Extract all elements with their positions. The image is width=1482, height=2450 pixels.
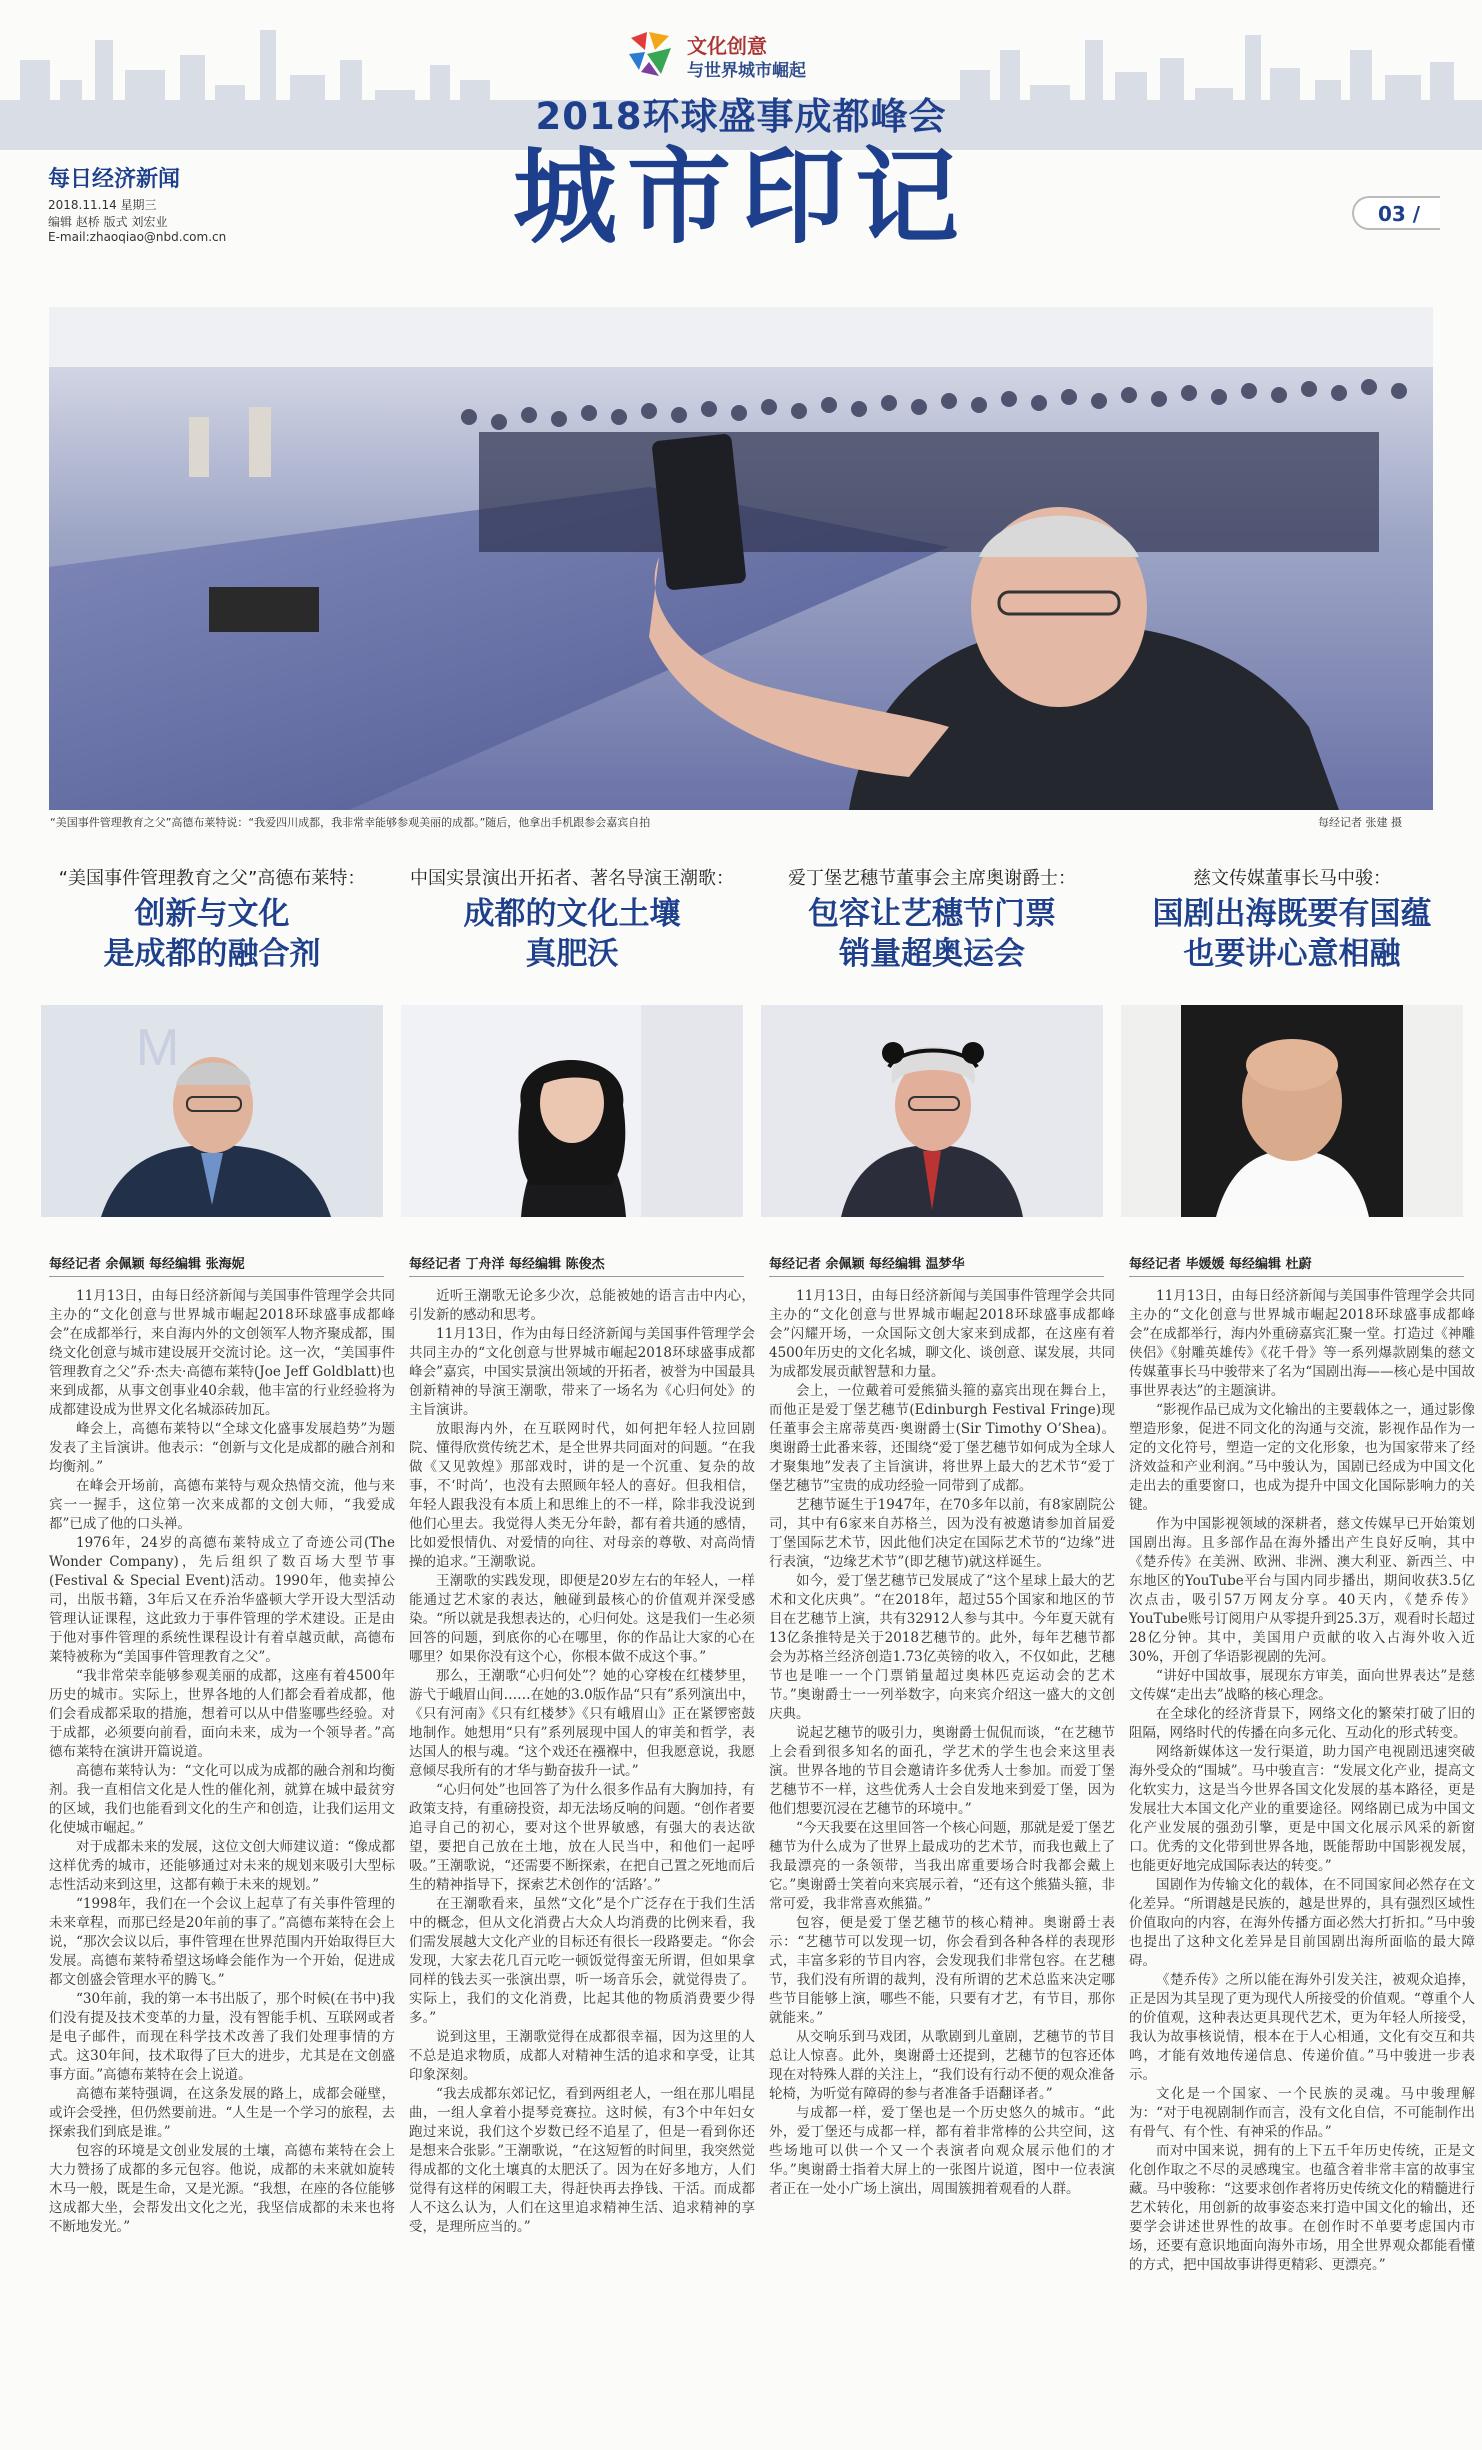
article-2-kicker: 中国实景演出开拓者、著名导演王潮歌： — [410, 868, 734, 889]
paragraph: 1976年，24岁的高德布莱特成立了奇迹公司(The Wonder Company)，先后组织了数百场大型节事(Festival & Special Event)活动。1990年，他卖掉公司，出版书籍，3年后又在乔治华盛顿大学开设大型活动管理认证课程，这此致力于事件管理的学术建设。正是由于他对事件管理的系统性课程设计有着卓越贡献，高德布莱特被称为“美国事件管理教育之父”。 — [49, 1535, 395, 1665]
paragraph: “我非常荣幸能够参观美丽的成都，这座有着4500年历史的城市。实际上，世界各地的人们都会看着成都，他们会看成都采取的措施，想着可以从中借鉴哪些经验。对于成都，必须要向前看，面向未来，成为一个领导者。”高德布莱特在演讲开篇说道。 — [49, 1668, 395, 1760]
paragraph: 11月13日，作为由每日经济新闻与美国事件管理学会共同主办的“文化创意与世界城市崛起2018环球盛事成都峰会”嘉宾，中国实景演出领域的开拓者，被誉为中国最具创新精神的导演王潮歌，带来了一场名为《心归何处》的主旨演讲。 — [409, 1326, 755, 1418]
article-3-title-line1: 包容让艺穗节门票 — [808, 896, 1056, 932]
divider — [1129, 1276, 1464, 1277]
event-logo — [625, 26, 885, 86]
paragraph: 高德布莱特认为：“文化可以成为成都的融合剂和均衡剂。我一直相信文化是人性的催化剂，就算在城中最贫穷的区域，我们也能看到文化的生产和创造，让我们运用文化使城市崛起。” — [49, 1763, 395, 1836]
article-1-kicker: “美国事件管理教育之父”高德布莱特： — [58, 868, 366, 889]
paragraph: “心归何处”也回答了为什么很多作品有大胸加持，有政策支持，有重磅投资，却无法场反响的问题。“创作者要追寻自己的初心，要对这个世界敏感，有强大的表达欲望，要把自己放在土地，放在人民当中，和他们一起呼吸。”王潮歌说，“还需要不断探索，在把自己置之死地而后生的精神指导下，探索艺术创作的‘活路’。” — [409, 1782, 755, 1893]
article-1-body — [49, 1287, 395, 2387]
paragraph: 在峰会开场前，高德布莱特与观众热情交流，他与来宾一一握手，这位第一次来成都的文创大师，“我爱成都”已成了他的口头禅。 — [49, 1478, 395, 1532]
paragraph: 如今，爱丁堡艺穗节已发展成了“这个星球上最大的艺术和文化庆典”。“在2018年，超过55个国家和地区的节目在艺穗节上演，共有32912人参与其中。今年夏天就有13亿条推特是关于2018艺穗节的。此外，每年艺穗节都会为苏格兰经济创造1.73亿英镑的收入，不仅如此，艺穗节也是唯一一个门票销量超过奥林匹克运动会的艺术节。”奥谢爵士一一列举数字，向来宾介绍这一盛大的文创庆典。 — [769, 1573, 1115, 1722]
paragraph: 而对中国来说，拥有的上下五千年历史传统，正是文化创作取之不尽的灵感瑰宝。也蕴含着非常丰富的故事宝藏。马中骏称：“这要求创作者将历史传统文化的精髓进行艺术转化，用创新的故事姿态来打造中国文化的输出，还要学会讲述世界性的故事。在创作时不单要考虑国内市场，还要有意识地面向海外市场，用全世界观众都能看懂的方式，把中国故事讲得更精彩、更漂亮。” — [1129, 2143, 1475, 2273]
hero-credit: 每经记者 张建 摄 — [1318, 816, 1402, 829]
issue-date: 2018.11.14 星期三 — [48, 198, 157, 212]
paragraph: 包容，便是爱丁堡艺穗节的核心精神。奥谢爵士表示：“艺穗节可以发现一切，你会看到各种各样的表现形式，丰富多彩的节目内容，会发现我们非常包容。在艺穗节，我们没有所谓的裁判，没有所谓的艺术总监来决定哪些节目能够上演，哪些不能，只要有才艺，有节目，那你就能来。” — [769, 1915, 1115, 2026]
paragraph: 作为中国影视领域的深耕者，慈文传媒早已开始策划国剧出海。且多部作品在海外播出产生良好反响，其中《楚乔传》在美洲、欧洲、非洲、澳大利亚、新西兰、中东地区的YouTube平台与国内同步播出，期间收获3.5亿次点击，吸引57万网友分享。40天内，《楚乔传》YouTube账号订阅用户从零提升到25.3万，观看时长超过28亿分钟。其中，美国用户贡献的收入占海外收入近30%，开创了华语影视剧的先河。 — [1129, 1516, 1475, 1665]
headline: 2018环球盛事成都峰会 — [535, 95, 947, 138]
article-2-body — [409, 1287, 755, 2387]
logo-text-line2: 与世界城市崛起 — [687, 61, 806, 81]
article-3-header — [761, 864, 1103, 978]
article-3-body — [769, 1287, 1115, 2387]
divider — [409, 1276, 744, 1277]
paragraph: 说起艺穗节的吸引力，奥谢爵士侃侃而谈，“在艺穗节上会看到很多知名的面孔，学艺术的学生也会来这里表演。世界各地的节目会邀请许多优秀人士参加。而爱丁堡艺穗节不一样，这些优秀人士会自发地来到爱丁堡，因为他们想要沉浸在艺穗节的环境中。” — [769, 1725, 1115, 1817]
paragraph: 《楚乔传》之所以能在海外引发关注，被观众追捧，正是因为其呈现了更为现代人所接受的价值观。“尊重个人的价值观，这种表达更具现代艺术，更为年轻人所接受，我认为故事核说情，根本在于人心相通，文化有交互和共鸣，才能有效地传递信息、传递价值。”马中骏进一步表示。 — [1129, 1972, 1475, 2083]
article-3-kicker: 爱丁堡艺穗节董事会主席奥谢爵士： — [788, 868, 1076, 889]
editor-email: E-mail:zhaoqiao@nbd.com.cn — [48, 230, 227, 244]
article-1-title-line2: 是成都的融合剂 — [103, 936, 321, 972]
article-3-title — [761, 894, 1103, 978]
paragraph: 11月13日，由每日经济新闻与美国事件管理学会共同主办的“文化创意与世界城市崛起2018环球盛事成都峰会”闪耀开场，一众国际文创大家来到成都，在这座有着4500年历史的文化名城，聊文化、谈创意、谋发展，共同为成都发展贡献智慧和力量。 — [769, 1288, 1115, 1380]
article-1-byline: 每经记者 余佩颖 每经编辑 张海妮 — [49, 1257, 245, 1272]
page-title: 城市印记 — [512, 135, 969, 258]
article-4-portrait — [1121, 1005, 1463, 1217]
article-1-portrait — [41, 1005, 383, 1217]
paragraph: 近听王潮歌无论多少次，总能被她的语言击中内心，引发新的感动和思考。 — [409, 1288, 755, 1323]
article-2-title-line1: 成都的文化土壤 — [463, 896, 681, 932]
article-2-byline: 每经记者 丁舟洋 每经编辑 陈俊杰 — [409, 1257, 605, 1272]
article-1-header — [41, 864, 383, 978]
article-3-portrait — [761, 1005, 1103, 1217]
paragraph: “我去成都东郊记忆，看到两组老人，一组在那儿唱昆曲，一组人拿着小提琴竞赛拉。这时候，有3个中年妇女跑过来说，我们这个岁数已经不追星了，但是一看到你还是想来合张影。”王潮歌说，“在这短暂的时间里，我突然觉得成都的文化土壤真的太肥沃了。因为在好多地方，人们觉得有这样的闲暇工夫，得赶快再去挣钱、干活。而成都人不这么认为，人们在这里追求精神生活、追求精神的享受，是理所应当的。” — [409, 2086, 755, 2235]
article-1-title-line1: 创新与文化 — [134, 896, 290, 932]
paragraph: 王潮歌的实践发现，即便是20岁左右的年轻人，一样能通过艺术家的表达，触碰到最核心的价值观并深受感染。“所以就是我想表达的，心归何处。这是我们一生必须回答的问题，到底你的心在哪里，你的作品让大家的心在哪里？如果你没有这个心，你根本做不成这个事。” — [409, 1573, 755, 1665]
paragraph: 与成都一样，爱丁堡也是一个历史悠久的城市。“此外，爱丁堡还与成都一样，都有着非常棒的公共空间，这些场地可以供一个又一个表演者向观众展示他们的才华。”奥谢爵士指着大屏上的一张图片说道，图中一位表演者正在一处小广场上演出，周围簇拥着观看的人群。 — [769, 2105, 1115, 2197]
paragraph: 会上，一位戴着可爱熊猫头箍的嘉宾出现在舞台上，而他正是爱丁堡艺穗节(Edinburgh Festival Fringe)现任董事会主席蒂莫西·奥谢爵士(Sir Timothy O’Shea)。奥谢爵士此番来蓉，还围绕“爱丁堡艺穗节如何成为全球人才聚集地”发表了主旨演讲，将世界上最大的艺术节“爱丁堡艺穗节”宝贵的成功经验一同带到了成都。 — [769, 1383, 1115, 1494]
article-4-kicker: 慈文传媒董事长马中骏： — [1193, 868, 1391, 889]
paragraph: “今天我要在这里回答一个核心问题，那就是爱丁堡艺穗节为什么成为了世界上最成功的艺术节，而我也戴上了我最漂亮的一条领带，当我出席重要场合时我都会戴上它。”奥谢爵士笑着向来宾展示着，“还有这个熊猫头箍，非常可爱，我非常喜欢熊猫。” — [769, 1820, 1115, 1912]
article-3-title-line2: 销量超奥运会 — [839, 936, 1025, 972]
paragraph: 国剧作为传输文化的载体，在不同国家间必然存在文化差异。“所谓越是民族的，越是世界的，具有强烈区域性价值取向的内容，在海外传播方面必然大打折扣。”马中骏也提出了这种文化差异是目前国剧出海所面临的最大障碍。 — [1129, 1877, 1475, 1969]
hero-photo-illustration — [49, 307, 1433, 810]
page-number-badge — [1352, 196, 1440, 230]
article-2-title-line2: 真肥沃 — [525, 936, 619, 972]
article-2-portrait — [401, 1005, 743, 1217]
logo-mark-icon — [625, 28, 677, 80]
paragraph: 网络新媒体这一发行渠道，助力国产电视剧迅速突破海外受众的“围城”。马中骏直言：“发展文化产业，提高文化软实力，这是当今世界各国文化发展的基本路径，更是发展壮大本国文化产业的重要途径。网络剧已成为中国文化产业发展的强劲引擎，更是中国文化展示风采的新窗口。优秀的文化带到世界各地，既能帮助中国影视发展，也能更好地完成国际表达的转变。” — [1129, 1744, 1475, 1874]
paragraph: “1998年，我们在一个会议上起草了有关事件管理的未来章程，而那已经是20年前的事了。”高德布莱特在会上说，“那次会议以后，事件管理在世界范围内开始取得巨大发展。高德布莱特希望这场峰会能作为一个开始，促进成都文创盛会管理水平的腾飞。” — [49, 1896, 395, 1988]
paragraph: 在全球化的经济背景下，网络文化的繁荣打破了旧的阻隔，网络时代的传播在向多元化、互动化的形式转变。 — [1129, 1706, 1475, 1741]
page-number: 03 / — [1378, 202, 1421, 226]
paragraph: 说到这里，王潮歌觉得在成都很幸福，因为这里的人不总是追求物质，成都人对精神生活的追求和享受，让其印象深刻。 — [409, 2029, 755, 2083]
paragraph: 在王潮歌看来，虽然“文化”是个广泛存在于我们生活中的概念，但从文化消费占大众人均消费的比例来看，我们需发展越大文化产业的目标还有很长一段路要走。“你会发现，大家去花几百元吃一顿饭觉得蛮无所谓，但如果拿同样的钱去买一张演出票，听一场音乐会，就觉得贵了。实际上，我们的文化消费，比起其他的物质消费要少得多。” — [409, 1896, 755, 2026]
divider — [769, 1276, 1104, 1277]
article-4-title-line1: 国剧出海既要有国蕴 — [1152, 896, 1432, 932]
portrait-illustration-2 — [401, 1005, 743, 1217]
hero-photo — [49, 307, 1433, 810]
portrait-illustration-4 — [1121, 1005, 1463, 1217]
paragraph: 文化是一个国家、一个民族的灵魂。马中骏理解为：“对于电视剧制作而言，没有文化自信，不可能制作出有骨气、有个性、有神采的作品。” — [1129, 2086, 1475, 2140]
paragraph: “讲好中国故事，展现东方审美，面向世界表达”是慈文传媒“走出去”战略的核心理念。 — [1129, 1668, 1475, 1703]
article-4-body — [1129, 1287, 1475, 2387]
logo-text-line1: 文化创意 — [687, 34, 767, 58]
paragraph: 峰会上，高德布莱特以“全球文化盛事发展趋势”为题发表了主旨演讲。他表示：“创新与文化是成都的融合剂和均衡剂。” — [49, 1421, 395, 1475]
paragraph: 放眼海内外，在互联网时代，如何把年轻人拉回剧院、懂得欣赏传统艺术，是全世界共同面对的问题。“在我做《又见敦煌》那部戏时，讲的是一个沉重、复杂的故事，不‘时尚’，也没有去照顾年轻人的喜好。但我相信，年轻人跟我没有本质上和思维上的不一样，除非我没说到他们心里去。我觉得人类无分年龄，都有着共通的感情，比如爱恨情仇、对爱情的向往、对母亲的尊敬、对高尚情操的追求。”王潮歌说。 — [409, 1421, 755, 1570]
paragraph: 包容的环境是文创业发展的土壤，高德布莱特在会上大力赞扬了成都的多元包容。他说，成都的未来就如旋转木马一般，既是生命，又是光源。“我想，在座的各位能够这成都大坐，会帮发出文化之光，我坚信成都的未来也将不断地发光。” — [49, 2143, 395, 2235]
article-1-title — [41, 894, 383, 978]
newspaper-name: 每日经济新闻 — [48, 166, 181, 192]
article-4-header — [1121, 864, 1463, 978]
paragraph: 高德布莱特强调，在这条发展的路上，成都会碰壁，或许会受挫，但仍然要前进。“人生是一个学习的旅程，去探索我们到底是谁。” — [49, 2086, 395, 2140]
divider — [49, 1276, 384, 1277]
article-2-header — [401, 864, 743, 978]
editors-line: 编辑 赵桥 版式 刘宏业 — [48, 215, 168, 229]
svg-text:M: M — [136, 1019, 180, 1077]
paragraph: 11月13日，由每日经济新闻与美国事件管理学会共同主办的“文化创意与世界城市崛起2018环球盛事成都峰会”在成都举行，来自海内外的文创领军人物齐聚成都，围绕文化创意与城市建设展开交流讨论。这一次，“美国事件管理教育之父”乔·杰夫·高德布莱特(Joe Jeff Goldblatt)也来到成都，从事文创事业40余载，他丰富的行业经验将为成都建设成为世界文化名城添砖加瓦。 — [49, 1288, 395, 1418]
portrait-illustration-3 — [761, 1005, 1103, 1217]
article-3-byline: 每经记者 余佩颖 每经编辑 温梦华 — [769, 1257, 965, 1272]
portrait-illustration-1 — [41, 1005, 383, 1217]
paragraph: “30年前，我的第一本书出版了，那个时候(在书中)我们没有提及技术变革的力量，没有智能手机、互联网或者是电子邮件，而现在科学技术改善了我们处理事情的方式。这30年间，技术取得了巨大的进步，尤其是在文创盛事方面。”高德布莱特在会上说道。 — [49, 1991, 395, 2083]
article-4-title — [1121, 894, 1463, 978]
paragraph: 那么，王潮歌“心归何处”？她的心穿梭在红楼梦里，游弋于峨眉山间……在她的3.0版作品“只有”系列演出中，《只有河南》《只有红楼梦》《只有峨眉山》正在紧锣密鼓地制作。她想用“只有”系列展现中国人的审美和哲学，表达国人的根与魂。“这个戏还在襁褓中，但我愿意说，我愿意倾尽我所有的才华与勤奋拔升一试。” — [409, 1668, 755, 1779]
hero-caption: “美国事件管理教育之父”高德布莱特说：“我爱四川成都，我非常幸能够参观美丽的成都。”随后，他拿出手机跟参会嘉宾自拍 — [50, 816, 651, 829]
article-4-byline: 每经记者 毕媛媛 每经编辑 杜蔚 — [1129, 1257, 1312, 1272]
article-4-title-line2: 也要讲心意相融 — [1183, 936, 1401, 972]
paragraph: 对于成都未来的发展，这位文创大师建议道：“像成都这样优秀的城市，还能够通过对未来的规划来吸引大型标志性活动来到这里，这都有赖于未来的规划。” — [49, 1839, 395, 1893]
paragraph: “影视作品已成为文化输出的主要载体之一，通过影像塑造形象，促进不同文化的沟通与交流，影视作品作为一定的文化符号，塑造一定的文化形象，也为国家带来了经济效益和产业利润。”马中骏认为，国剧已经成为中国文化走出去的重要窗口，也成为提升中国文化国际影响力的关键。 — [1129, 1402, 1475, 1513]
paragraph: 艺穗节诞生于1947年，在70多年以前，有8家剧院公司，其中有6家来自苏格兰，因为没有被邀请参加首届爱丁堡国际艺术节，因此他们决定在国际艺术节的“边缘”进行表演，“边缘艺术节”(即艺穗节)就这样诞生。 — [769, 1497, 1115, 1570]
article-2-title — [401, 894, 743, 978]
paragraph: 11月13日，由每日经济新闻与美国事件管理学会共同主办的“文化创意与世界城市崛起2018环球盛事成都峰会”在成都举行，海内外重磅嘉宾汇聚一堂。打造过《神雕侠侣》《射雕英雄传》《花千骨》等一系列爆款剧集的慈文传媒董事长马中骏带来了名为“国剧出海——核心是中国故事世界表达”的主题演讲。 — [1129, 1288, 1475, 1399]
paragraph: 从交响乐到马戏团，从歌剧到儿童剧，艺穗节的节目总让人惊喜。此外，奥谢爵士还提到，艺穗节的包容还体现在对特殊人群的关注上，“我们设有行动不便的观众准备轮椅，为听觉有障碍的参与者准备手语翻译者。” — [769, 2029, 1115, 2102]
